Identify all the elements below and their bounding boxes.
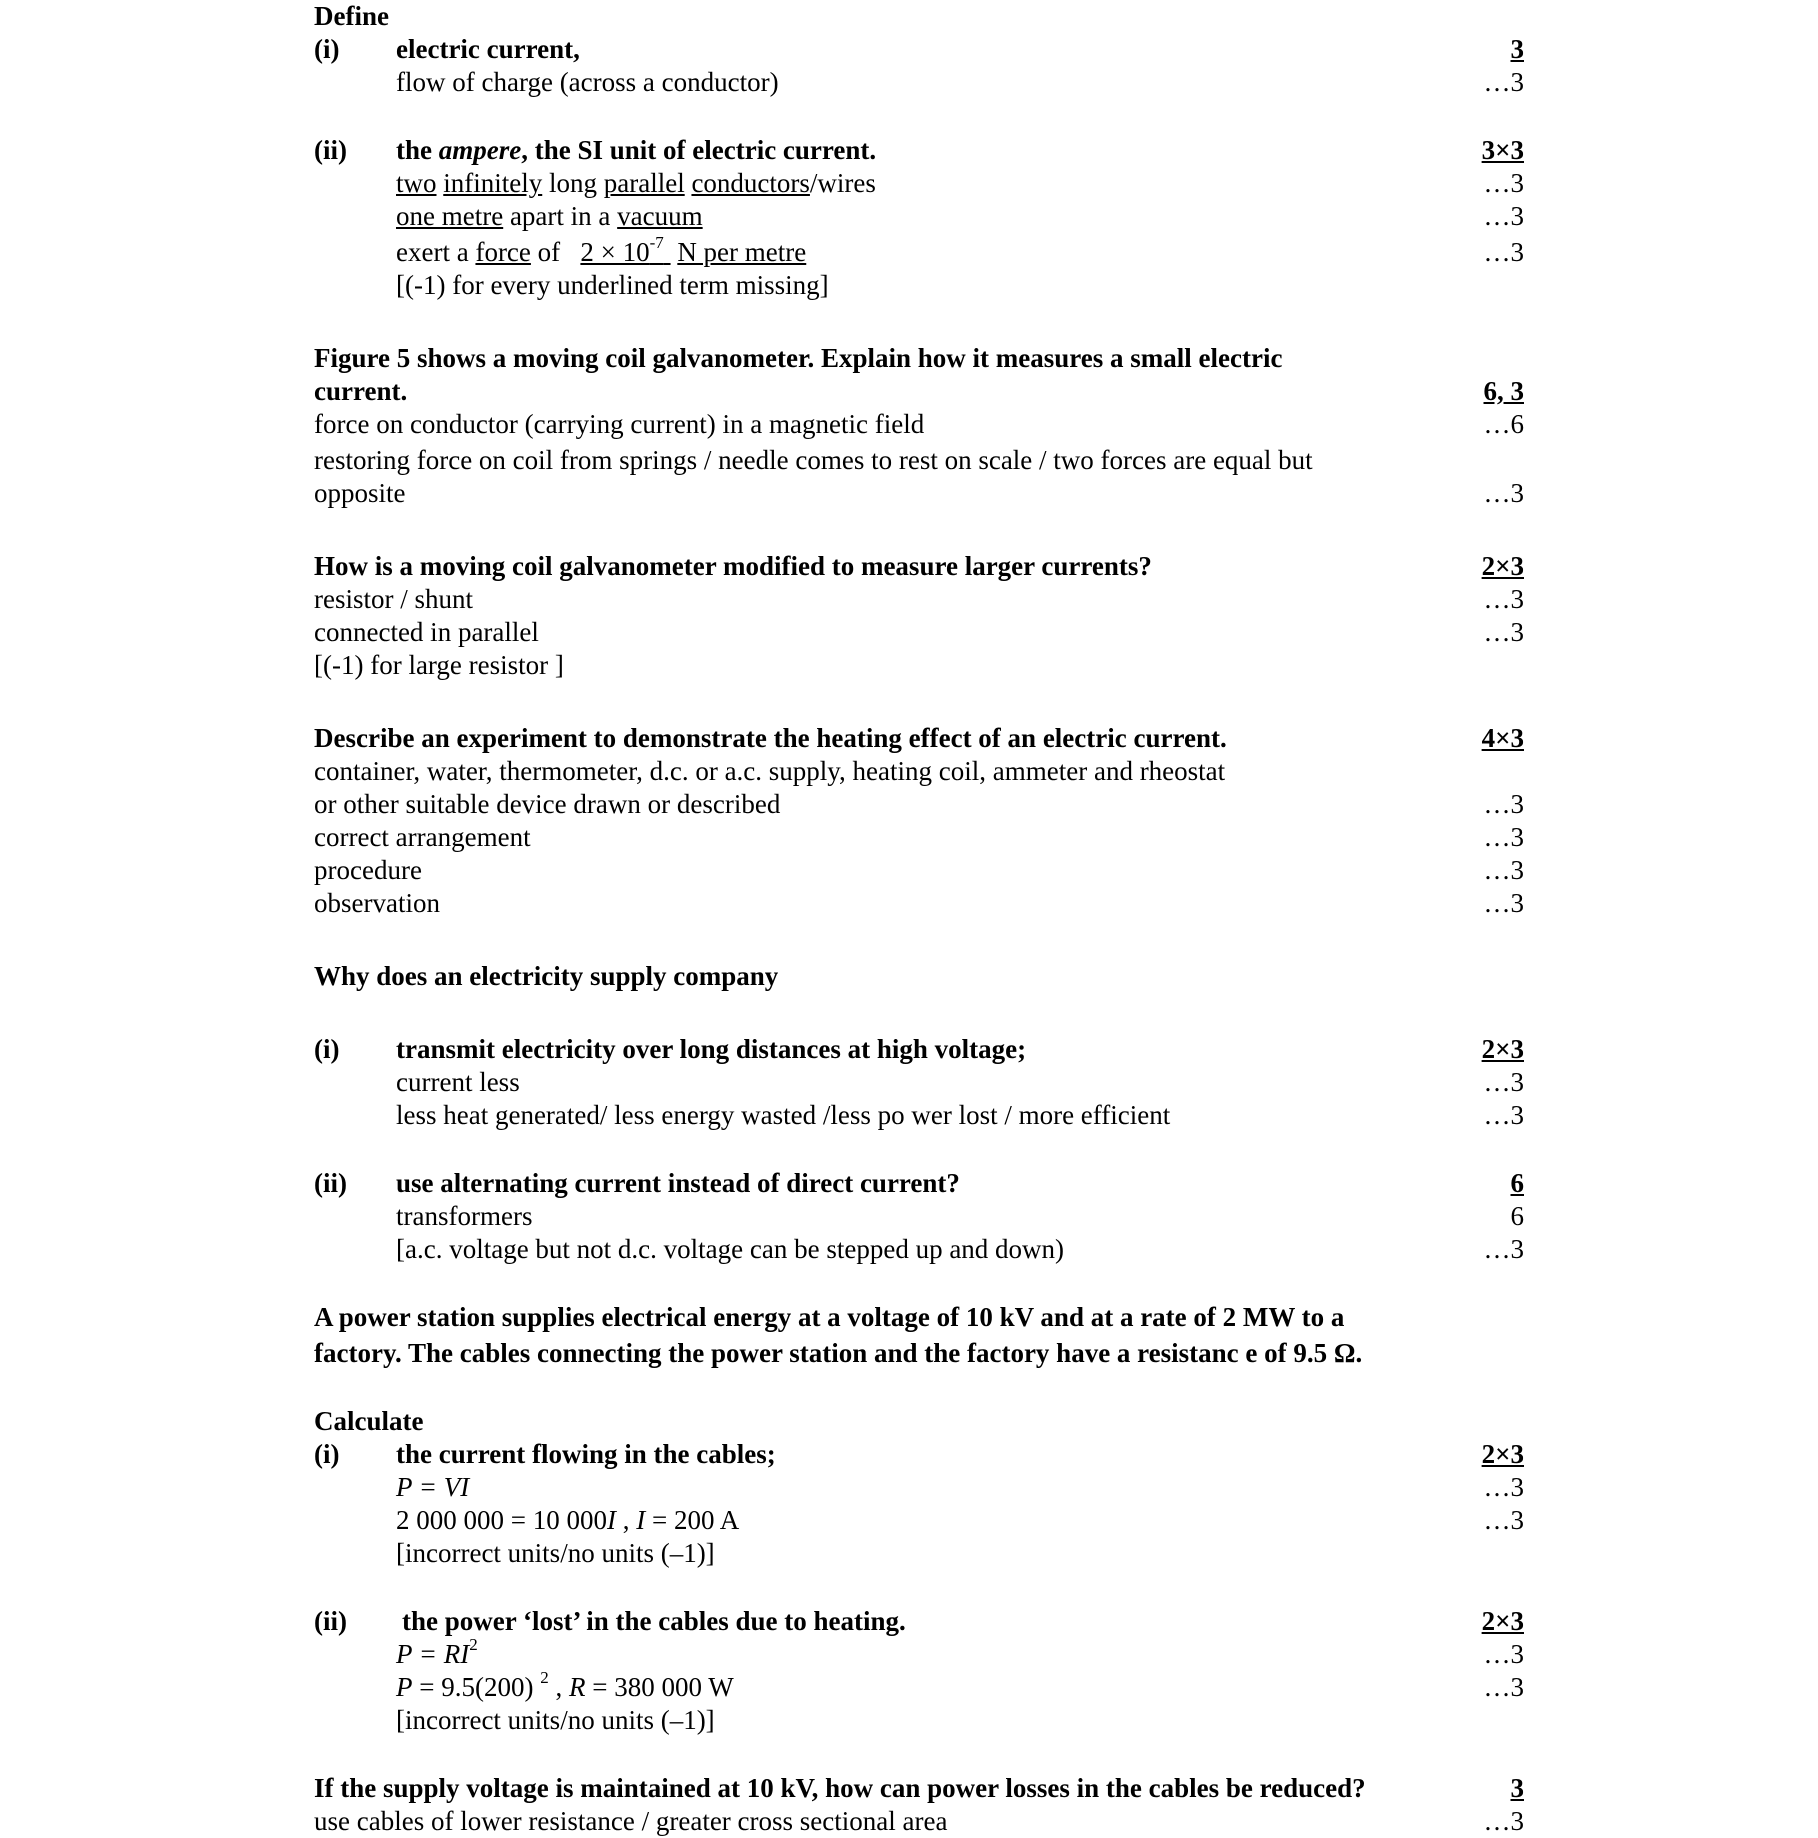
supply-ii-answer-1: transformers xyxy=(396,1201,533,1231)
power-i-answer-line-1 xyxy=(314,1471,1524,1504)
power-i-answer-1-mark: …3 xyxy=(1483,1472,1524,1502)
heating-answer-2: correct arrangement xyxy=(314,822,531,852)
supply-ii-answer-line-1 xyxy=(314,1200,1524,1233)
galvanometer-answer-1-mark: …6 xyxy=(1483,409,1524,439)
supply-i-answer-line-2 xyxy=(314,1099,1524,1132)
define-ii-question-line xyxy=(314,134,1524,167)
galvanometer-question-line-2 xyxy=(314,375,1524,408)
heating-answer-4: observation xyxy=(314,888,440,918)
reduce-question: If the supply voltage is maintained at 10 kV, how can power losses in the cables be reduced? xyxy=(314,1773,1366,1803)
supply-ii-note: [a.c. voltage but not d.c. voltage can be stepped up and down) xyxy=(396,1234,1065,1264)
answer-term-n-per-metre: N per metre xyxy=(677,237,807,267)
supply-i-marks: 2×3 xyxy=(1481,1034,1524,1064)
define-ii-question-post: , the SI unit of electric current. xyxy=(521,135,877,165)
power-calc-i-var-2: I xyxy=(636,1505,646,1535)
supply-i-label: (i) xyxy=(314,1034,340,1064)
define-ii-answer-1 xyxy=(396,167,876,200)
define-i-question-line xyxy=(314,33,1524,66)
supply-ii-question-line xyxy=(314,1167,1524,1200)
supply-ii-question: use alternating current instead of direct current? xyxy=(396,1168,960,1198)
define-i-answer-line xyxy=(314,66,1524,99)
define-ii-answer-line-2 xyxy=(314,200,1524,233)
define-ii-answer-2-mark: …3 xyxy=(1483,201,1524,231)
modify-marks: 2×3 xyxy=(1481,551,1524,581)
power-i-label: (i) xyxy=(314,1439,340,1469)
power-ii-answer-1-mark: …3 xyxy=(1483,1639,1524,1669)
power-calc-equation: 2 000 000 = 10 000 xyxy=(396,1505,607,1535)
heating-answer-1b: or other suitable device drawn or described xyxy=(314,789,781,819)
power-loss-result: = 380 000 W xyxy=(585,1672,734,1702)
supply-i-answer-2-mark: …3 xyxy=(1483,1100,1524,1130)
define-heading: Define xyxy=(314,1,389,31)
define-ii-question-ampere: ampere xyxy=(438,135,522,165)
heating-answer-4-mark: …3 xyxy=(1483,888,1524,918)
power-ii-answer-line-1 xyxy=(314,1635,1524,1671)
power-ii-question: the power ‘lost’ in the cables due to heating. xyxy=(402,1606,906,1636)
heating-answer-line-3 xyxy=(314,821,1524,854)
power-loss-exponent: 2 xyxy=(540,1668,549,1687)
power-i-answer-1 xyxy=(396,1471,469,1504)
modify-answer-1: resistor / shunt xyxy=(314,584,473,614)
heating-question-line xyxy=(314,722,1524,755)
answer-text-long: long xyxy=(548,168,597,198)
power-formula-exponent: 2 xyxy=(469,1635,478,1654)
supply-i-question-line xyxy=(314,1033,1524,1066)
supply-heading-line xyxy=(314,960,1524,993)
answer-text-apart: apart in a xyxy=(509,201,611,231)
supply-ii-marks: 6 xyxy=(1510,1168,1524,1198)
reduce-marks: 3 xyxy=(1510,1773,1524,1803)
supply-i-question: transmit electricity over long distances at high voltage; xyxy=(396,1034,1027,1064)
power-formula-pvi: P = VI xyxy=(396,1472,470,1502)
define-heading-line xyxy=(314,0,1524,33)
define-ii-question-pre: the xyxy=(396,135,439,165)
define-ii-question xyxy=(396,134,876,167)
answer-term-force-value xyxy=(580,233,670,267)
power-calc-heading: Calculate xyxy=(314,1406,424,1436)
power-stem-line-1 xyxy=(314,1301,1524,1334)
define-ii-answer-1-mark: …3 xyxy=(1483,168,1524,198)
power-i-answer-2-mark: …3 xyxy=(1483,1505,1524,1535)
power-i-note: [incorrect units/no units (–1)] xyxy=(396,1538,715,1568)
modify-answer-line-2 xyxy=(314,616,1524,649)
power-calc-heading-line xyxy=(314,1405,1524,1438)
power-ii-answer-1 xyxy=(396,1635,478,1671)
galvanometer-answer-2a: restoring force on coil from springs / needle comes to rest on scale / two forces are equal but xyxy=(314,445,1313,475)
define-ii-label: (ii) xyxy=(314,135,347,165)
define-ii-answer-3-mark: …3 xyxy=(1483,237,1524,267)
modify-note: [(-1) for large resistor ] xyxy=(314,650,564,680)
heating-marks: 4×3 xyxy=(1481,723,1524,753)
power-loss-r-var: R xyxy=(568,1672,586,1702)
define-i-answer: flow of charge (across a conductor) xyxy=(396,67,779,97)
heating-answer-1-mark: …3 xyxy=(1483,789,1524,819)
answer-term-infinitely: infinitely xyxy=(443,168,543,198)
modify-answer-2-mark: …3 xyxy=(1483,617,1524,647)
heating-question: Describe an experiment to demonstrate the heating effect of an electric current. xyxy=(314,723,1227,753)
heating-answer-line-5 xyxy=(314,887,1524,920)
heating-answer-2-mark: …3 xyxy=(1483,822,1524,852)
define-i-answer-mark: …3 xyxy=(1483,67,1524,97)
supply-ii-note-line xyxy=(314,1233,1524,1266)
power-loss-separator: , xyxy=(548,1672,569,1702)
supply-i-answer-1-mark: …3 xyxy=(1483,1067,1524,1097)
galvanometer-answer-2-mark: …3 xyxy=(1483,478,1524,508)
heating-answer-line-1 xyxy=(314,755,1524,788)
power-calc-separator: , xyxy=(615,1505,637,1535)
answer-term-conductors: conductors xyxy=(691,168,810,198)
power-i-answer-line-2 xyxy=(314,1504,1524,1537)
answer-term-one-metre: one metre xyxy=(396,201,504,231)
supply-i-answer-1: current less xyxy=(396,1067,520,1097)
define-i-marks: 3 xyxy=(1510,34,1524,64)
power-ii-note: [incorrect units/no units (–1)] xyxy=(396,1705,715,1735)
define-ii-answer-2 xyxy=(396,200,703,233)
define-ii-note: [(-1) for every underlined term missing] xyxy=(396,270,829,300)
power-calc-i-var: I xyxy=(606,1505,616,1535)
define-ii-answer-line-3 xyxy=(314,233,1524,272)
answer-text-wires: /wires xyxy=(809,168,876,198)
heating-answer-3-mark: …3 xyxy=(1483,855,1524,885)
define-ii-answer-3 xyxy=(396,233,807,269)
power-ii-marks: 2×3 xyxy=(1481,1606,1524,1636)
power-formula-ri2: P = RI xyxy=(396,1639,470,1669)
answer-term-two: two xyxy=(396,168,437,198)
power-i-marks: 2×3 xyxy=(1481,1439,1524,1469)
define-ii-answer-line-1 xyxy=(314,167,1524,200)
power-i-question: the current flowing in the cables; xyxy=(396,1439,776,1469)
power-ii-question-line xyxy=(314,1605,1524,1638)
define-ii-marks: 3×3 xyxy=(1481,135,1524,165)
reduce-question-line xyxy=(314,1772,1524,1805)
galvanometer-answer-1: force on conductor (carrying current) in a magnetic field xyxy=(314,409,925,439)
force-value-base: 2 × 10 xyxy=(580,237,650,267)
supply-ii-note-mark: …3 xyxy=(1483,1234,1524,1264)
modify-answer-1-mark: …3 xyxy=(1483,584,1524,614)
supply-ii-label: (ii) xyxy=(314,1168,347,1198)
define-i-question: electric current, xyxy=(396,34,580,64)
modify-answer-2: connected in parallel xyxy=(314,617,539,647)
power-calc-result: = 200 A xyxy=(645,1505,740,1535)
supply-i-answer-2: less heat generated/ less energy wasted /less po wer lost / more efficient xyxy=(396,1100,1171,1130)
galvanometer-question-line-1 xyxy=(314,342,1524,375)
power-i-note-line xyxy=(314,1537,1524,1570)
galvanometer-question-1: Figure 5 shows a moving coil galvanometer. Explain how it measures a small electric xyxy=(314,343,1283,373)
galvanometer-answer-line-2 xyxy=(314,444,1524,477)
modify-question-line xyxy=(314,550,1524,583)
answer-term-parallel: parallel xyxy=(603,168,685,198)
answer-term-vacuum: vacuum xyxy=(617,201,703,231)
force-value-exponent: -7 xyxy=(649,233,664,252)
power-ii-note-line xyxy=(314,1704,1524,1737)
power-i-question-line xyxy=(314,1438,1524,1471)
heating-answer-3: procedure xyxy=(314,855,422,885)
galvanometer-marks: 6, 3 xyxy=(1483,376,1524,406)
heating-answer-line-4 xyxy=(314,854,1524,887)
supply-i-answer-line-1 xyxy=(314,1066,1524,1099)
supply-ii-answer-1-mark: 6 xyxy=(1510,1201,1524,1231)
define-i-label: (i) xyxy=(314,34,340,64)
power-ii-answer-line-2 xyxy=(314,1668,1524,1704)
power-stem-2: factory. The cables connecting the power station and the factory have a resistanc e of 9.5 Ω. xyxy=(314,1338,1363,1368)
galvanometer-answer-2b: opposite xyxy=(314,478,406,508)
supply-heading: Why does an electricity supply company xyxy=(314,961,779,991)
power-loss-equation: = 9.5(200) xyxy=(412,1672,534,1702)
modify-note-line xyxy=(314,649,1524,682)
answer-text-exert: exert a xyxy=(396,237,469,267)
answer-term-force: force xyxy=(475,237,531,267)
marking-scheme-page xyxy=(314,0,1524,1838)
define-ii-note-line xyxy=(314,269,1524,302)
power-stem-line-2 xyxy=(314,1337,1524,1370)
galvanometer-question-2: current. xyxy=(314,376,408,406)
reduce-answer: use cables of lower resistance / greater cross sectional area xyxy=(314,1806,948,1836)
power-ii-answer-2-mark: …3 xyxy=(1483,1672,1524,1702)
galvanometer-answer-line-1 xyxy=(314,408,1524,441)
heating-answer-line-2 xyxy=(314,788,1524,821)
heating-answer-1a: container, water, thermometer, d.c. or a.c. supply, heating coil, ammeter and rheostat xyxy=(314,756,1226,786)
reduce-answer-mark: …3 xyxy=(1483,1806,1524,1836)
power-ii-answer-2 xyxy=(396,1668,734,1704)
galvanometer-answer-line-3 xyxy=(314,477,1524,510)
power-stem-1: A power station supplies electrical energy at a voltage of 10 kV and at a rate of 2 MW to a xyxy=(314,1302,1345,1332)
power-loss-p-var: P xyxy=(396,1672,413,1702)
answer-text-of: of xyxy=(537,237,561,267)
modify-question: How is a moving coil galvanometer modified to measure larger currents? xyxy=(314,551,1152,581)
modify-answer-line-1 xyxy=(314,583,1524,616)
power-i-answer-2 xyxy=(396,1504,739,1537)
power-ii-label: (ii) xyxy=(314,1606,347,1636)
